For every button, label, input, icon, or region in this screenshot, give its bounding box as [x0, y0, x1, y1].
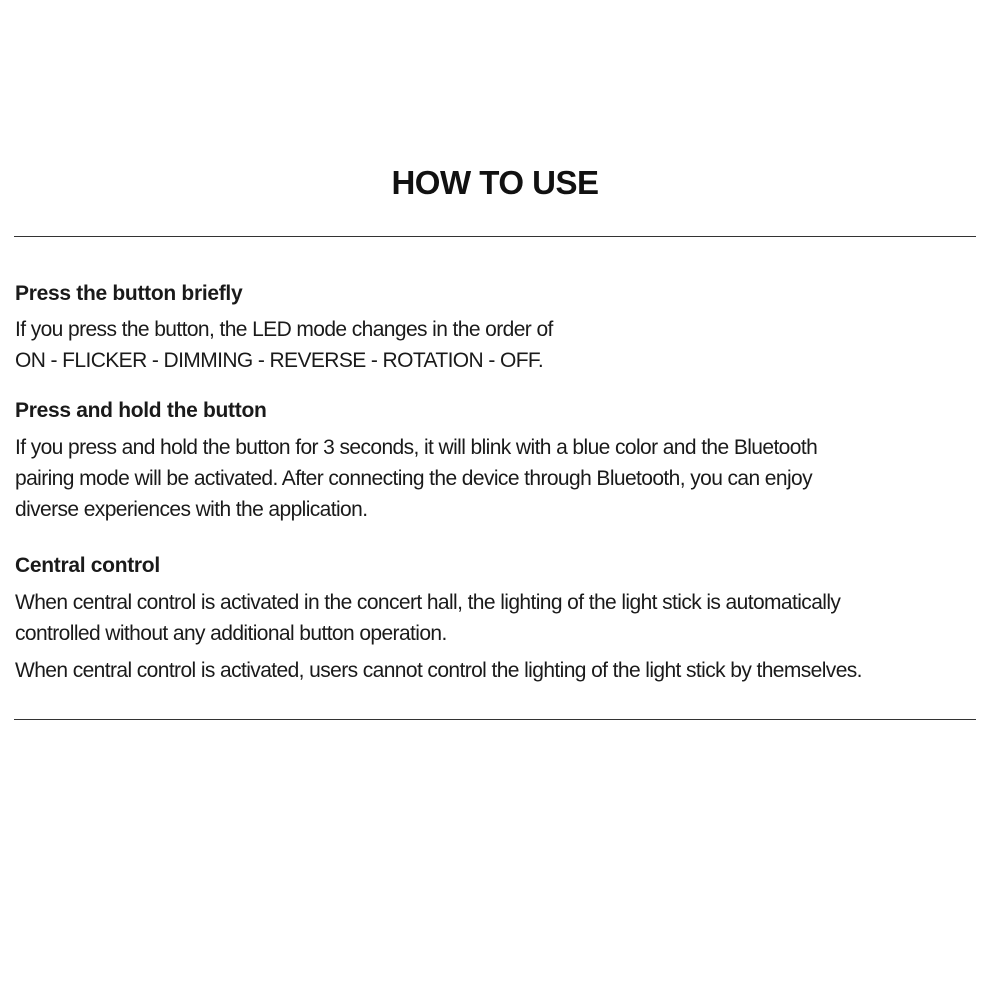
section-text-line: When central control is activated in the concert hall, the lighting of the light stick is automatically — [15, 591, 841, 614]
section-text-line: controlled without any additional button operation. — [15, 622, 447, 645]
top-divider — [14, 236, 976, 237]
section-heading-press-and-hold: Press and hold the button — [15, 399, 267, 422]
section-text-line: If you press the button, the LED mode changes in the order of — [15, 318, 553, 341]
section-text-line: When central control is activated, users cannot control the lighting of the light stick by themselves. — [15, 659, 862, 682]
page-title: HOW TO USE — [391, 164, 599, 201]
section-heading-press-briefly: Press the button briefly — [15, 282, 243, 305]
section-text-line: ON - FLICKER - DIMMING - REVERSE - ROTATION - OFF. — [15, 349, 544, 372]
section-text-line: diverse experiences with the application. — [15, 498, 368, 521]
bottom-divider — [14, 719, 976, 720]
section-heading-central-control: Central control — [15, 554, 160, 577]
section-text-line: If you press and hold the button for 3 seconds, it will blink with a blue color and the Bluetooth — [15, 436, 818, 459]
section-text-line: pairing mode will be activated. After connecting the device through Bluetooth, you can enjoy — [15, 467, 813, 490]
